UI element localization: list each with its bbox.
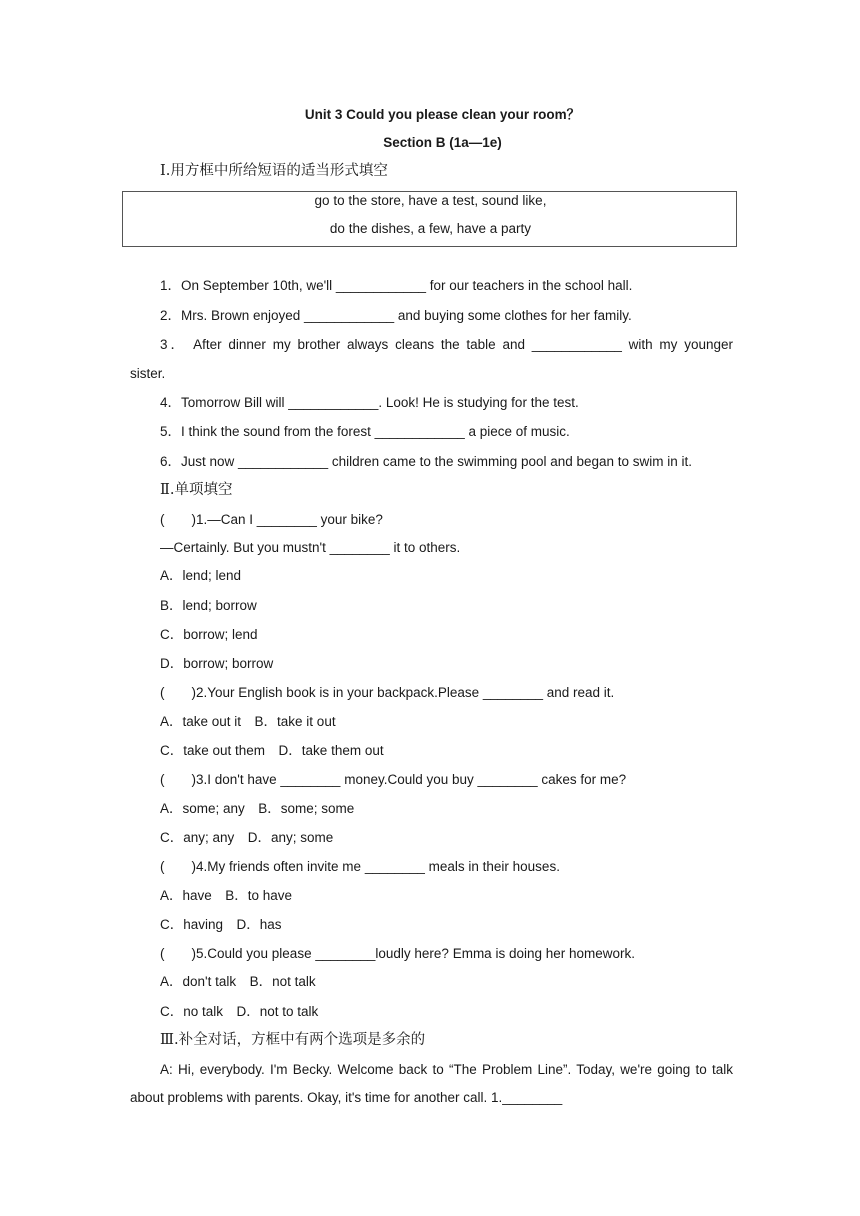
phrase-box <box>122 191 737 247</box>
mc-line: C．no talk D．not to talk <box>160 1004 319 1019</box>
mc-line: ( )3.I don't have ________ money.Could you buy ________ cakes for me? <box>160 772 627 787</box>
fill-item-2: 2．Mrs. Brown enjoyed ____________ and buying some clothes for her family. <box>160 308 632 323</box>
document-title: Unit 3 Could you please clean your room？ <box>304 107 581 122</box>
mc-line: C．having D．has <box>160 917 282 932</box>
dialogue-line-2: about problems with parents. Okay, it's time for another call. 1.________ <box>130 1090 563 1105</box>
mc-line: —Certainly. But you mustn't ________ it to others. <box>160 540 461 555</box>
phrase-box-line-2: do the dishes, a few, have a party <box>329 221 532 236</box>
mc-line: A．lend; lend <box>160 568 242 583</box>
dialogue-line-1: A: Hi, everybody. I'm Becky. Welcome back to “The Problem Line”. Today, we're going to talk <box>160 1062 733 1077</box>
mc-line: C．any; any D．any; some <box>160 830 334 845</box>
section-3-heading: Ⅲ.补全对话，方框中有两个选项是多余的 <box>160 1032 426 1048</box>
mc-line: B．lend; borrow <box>160 598 257 613</box>
mc-line: A．take out it B．take it out <box>160 714 336 729</box>
fill-item-3-continued: sister. <box>130 366 166 381</box>
mc-line: A．some; any B．some; some <box>160 801 355 816</box>
mc-line: C．take out them D．take them out <box>160 743 384 758</box>
mc-line: D．borrow; borrow <box>160 656 274 671</box>
phrase-box-line-1: go to the store, have a test, sound like, <box>314 193 547 208</box>
mc-line: ( )2.Your English book is in your backpack.Please ________ and read it. <box>160 685 615 700</box>
mc-line: A．have B．to have <box>160 888 293 903</box>
section-1-heading: Ⅰ.用方框中所给短语的适当形式填空 <box>160 163 388 179</box>
mc-line: A．don't talk B．not talk <box>160 974 316 989</box>
fill-item-3: 3． After dinner my brother always cleans the table and ____________ with my younger <box>160 337 733 352</box>
fill-item-5: 5．I think the sound from the forest ____________ a piece of music. <box>160 424 570 439</box>
mc-line: ( )1.—Can I ________ your bike? <box>160 512 383 527</box>
section-2-heading: Ⅱ.单项填空 <box>160 482 233 498</box>
mc-line: C．borrow; lend <box>160 627 258 642</box>
fill-item-6: 6．Just now ____________ children came to the swimming pool and began to swim in it. <box>160 454 693 469</box>
document-subtitle: Section B (1a—1e) <box>383 135 502 150</box>
mc-line: ( )5.Could you please ________loudly here? Emma is doing her homework. <box>160 946 636 961</box>
fill-item-4: 4．Tomorrow Bill will ____________. Look! He is studying for the test. <box>160 395 579 410</box>
fill-item-1: 1．On September 10th, we'll ____________ for our teachers in the school hall. <box>160 278 633 293</box>
mc-line: ( )4.My friends often invite me ________ meals in their houses. <box>160 859 560 874</box>
